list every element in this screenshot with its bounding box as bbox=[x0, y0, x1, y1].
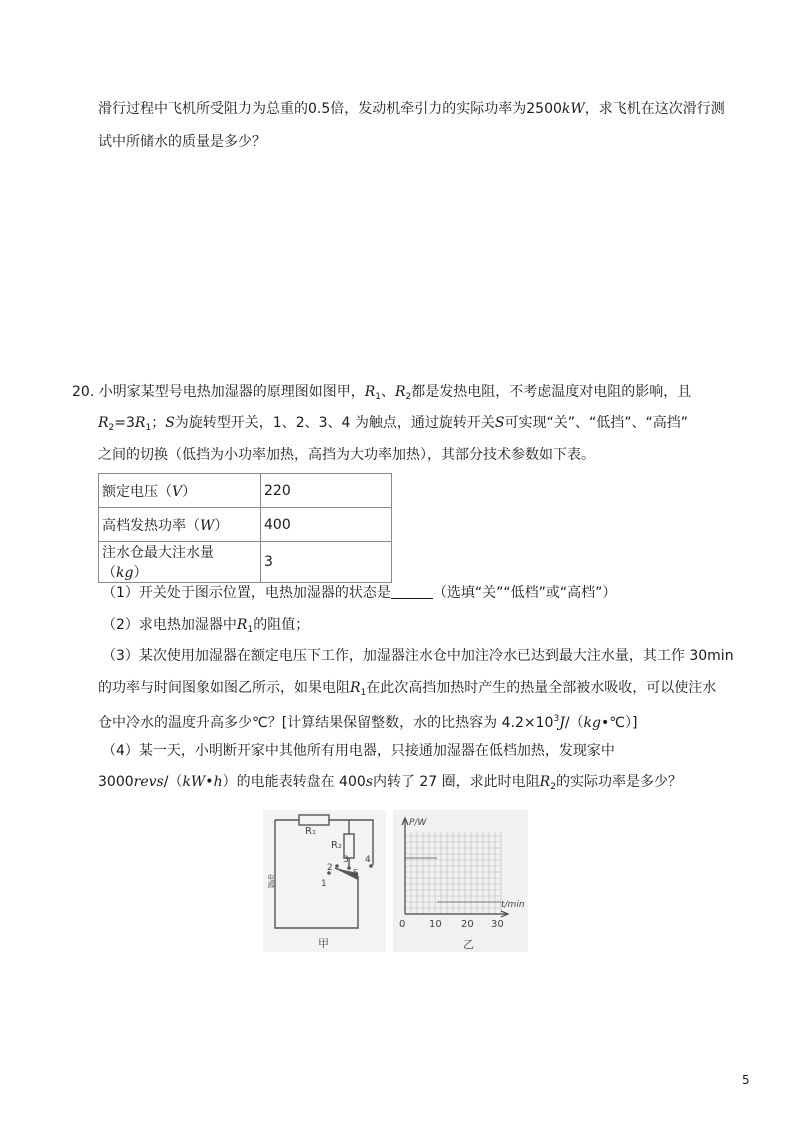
power-time-graph bbox=[393, 810, 528, 952]
prev-question-line-2: 试中所储水的质量是多少？ bbox=[98, 134, 266, 150]
label-r2: R₂ bbox=[331, 840, 342, 851]
question-number: 20. bbox=[72, 384, 95, 400]
part-4-line-2: 3000revs/（kW•h）的电能表转盘在 400s内转了 27 圈，求此时电阻$R_2$的实际功率是多少？ bbox=[98, 774, 682, 792]
part-2: （2）求电热加湿器中$R_1$的阻值； bbox=[102, 617, 310, 635]
x-tick-label: 10 bbox=[429, 919, 442, 930]
label-power-source: 电源 bbox=[267, 874, 275, 888]
contact-1: 1 bbox=[321, 879, 327, 889]
circuit-diagram bbox=[263, 810, 386, 952]
table-value: 220 bbox=[261, 474, 392, 508]
contact-4: 4 bbox=[365, 855, 371, 865]
resistor-r1 bbox=[299, 815, 329, 825]
table-value: 3 bbox=[261, 542, 392, 583]
answer-blank[interactable] bbox=[391, 584, 433, 599]
x-tick-label: 20 bbox=[461, 919, 474, 930]
contact-2: 2 bbox=[327, 863, 333, 873]
figure-caption-yi: 乙 bbox=[463, 938, 474, 951]
part-4-line-1: （4）某一天，小明断开家中其他所有用电器，只接通加湿器在低档加热，发现家中 bbox=[102, 743, 615, 759]
table-row bbox=[99, 542, 392, 583]
part-3-line-1: （3）某次使用加湿器在额定电压下工作，加湿器注水仓中加注冷水已达到最大注水量，其工作 30min bbox=[102, 648, 734, 664]
contact-3: 3 bbox=[343, 855, 349, 865]
figure-caption-jia: 甲 bbox=[318, 937, 329, 950]
question-20-line-3: 之间的切换（低挡为小功率加热，高挡为大功率加热），其部分技术参数如下表。 bbox=[98, 447, 595, 463]
label-r1: R₁ bbox=[305, 826, 316, 837]
x-axis-label: t/min bbox=[501, 900, 525, 910]
part-3-line-2: 的功率与时间图象如图乙所示，如果电阻$R_1$在此次高挡加热时产生的热量全部被水吸收，可以使注水 bbox=[98, 680, 717, 698]
table-value: 400 bbox=[261, 508, 392, 542]
part-1: （1）开关处于图示位置，电热加湿器的状态是 （选填“关”“低档”或“高档”） bbox=[102, 585, 617, 601]
table-key: 额定电压（V） bbox=[99, 474, 261, 508]
table-row bbox=[99, 508, 392, 542]
y-axis-label: P/W bbox=[409, 818, 427, 828]
table-row bbox=[99, 474, 392, 508]
part-3-line-3: 仓中冷水的温度升高多少℃？[计算结果保留整数，水的比热容为 $4.2\times 10^3J/(kg•℃)$] bbox=[98, 714, 638, 731]
question-20-line-2: $R_2=3R_1$；S为旋转型开关，1、2、3、4 为触点，通过旋转开关S可实现“关”、“低挡”、“高挡” bbox=[98, 415, 688, 433]
question-20-line-1: 20. 小明家某型号电热加湿器的原理图如图甲，$R_1$、$R_2$都是发热电阻，不考虑温度对电阻的影响，且 bbox=[72, 384, 692, 402]
table-key: 注水仓最大注水量（kg） bbox=[99, 542, 261, 583]
label-s: S bbox=[353, 868, 359, 877]
x-tick-label: 0 bbox=[399, 919, 406, 930]
table-key: 高档发热功率（W） bbox=[99, 508, 261, 542]
prev-question-line-1: 滑行过程中飞机所受阻力为总重的0.5倍，发动机牵引力的实际功率为2500kW，求飞机在这次滑行测 bbox=[98, 101, 725, 117]
spec-table bbox=[98, 473, 392, 583]
x-tick-label: 30 bbox=[491, 919, 504, 930]
page-number: 5 bbox=[742, 1073, 750, 1087]
